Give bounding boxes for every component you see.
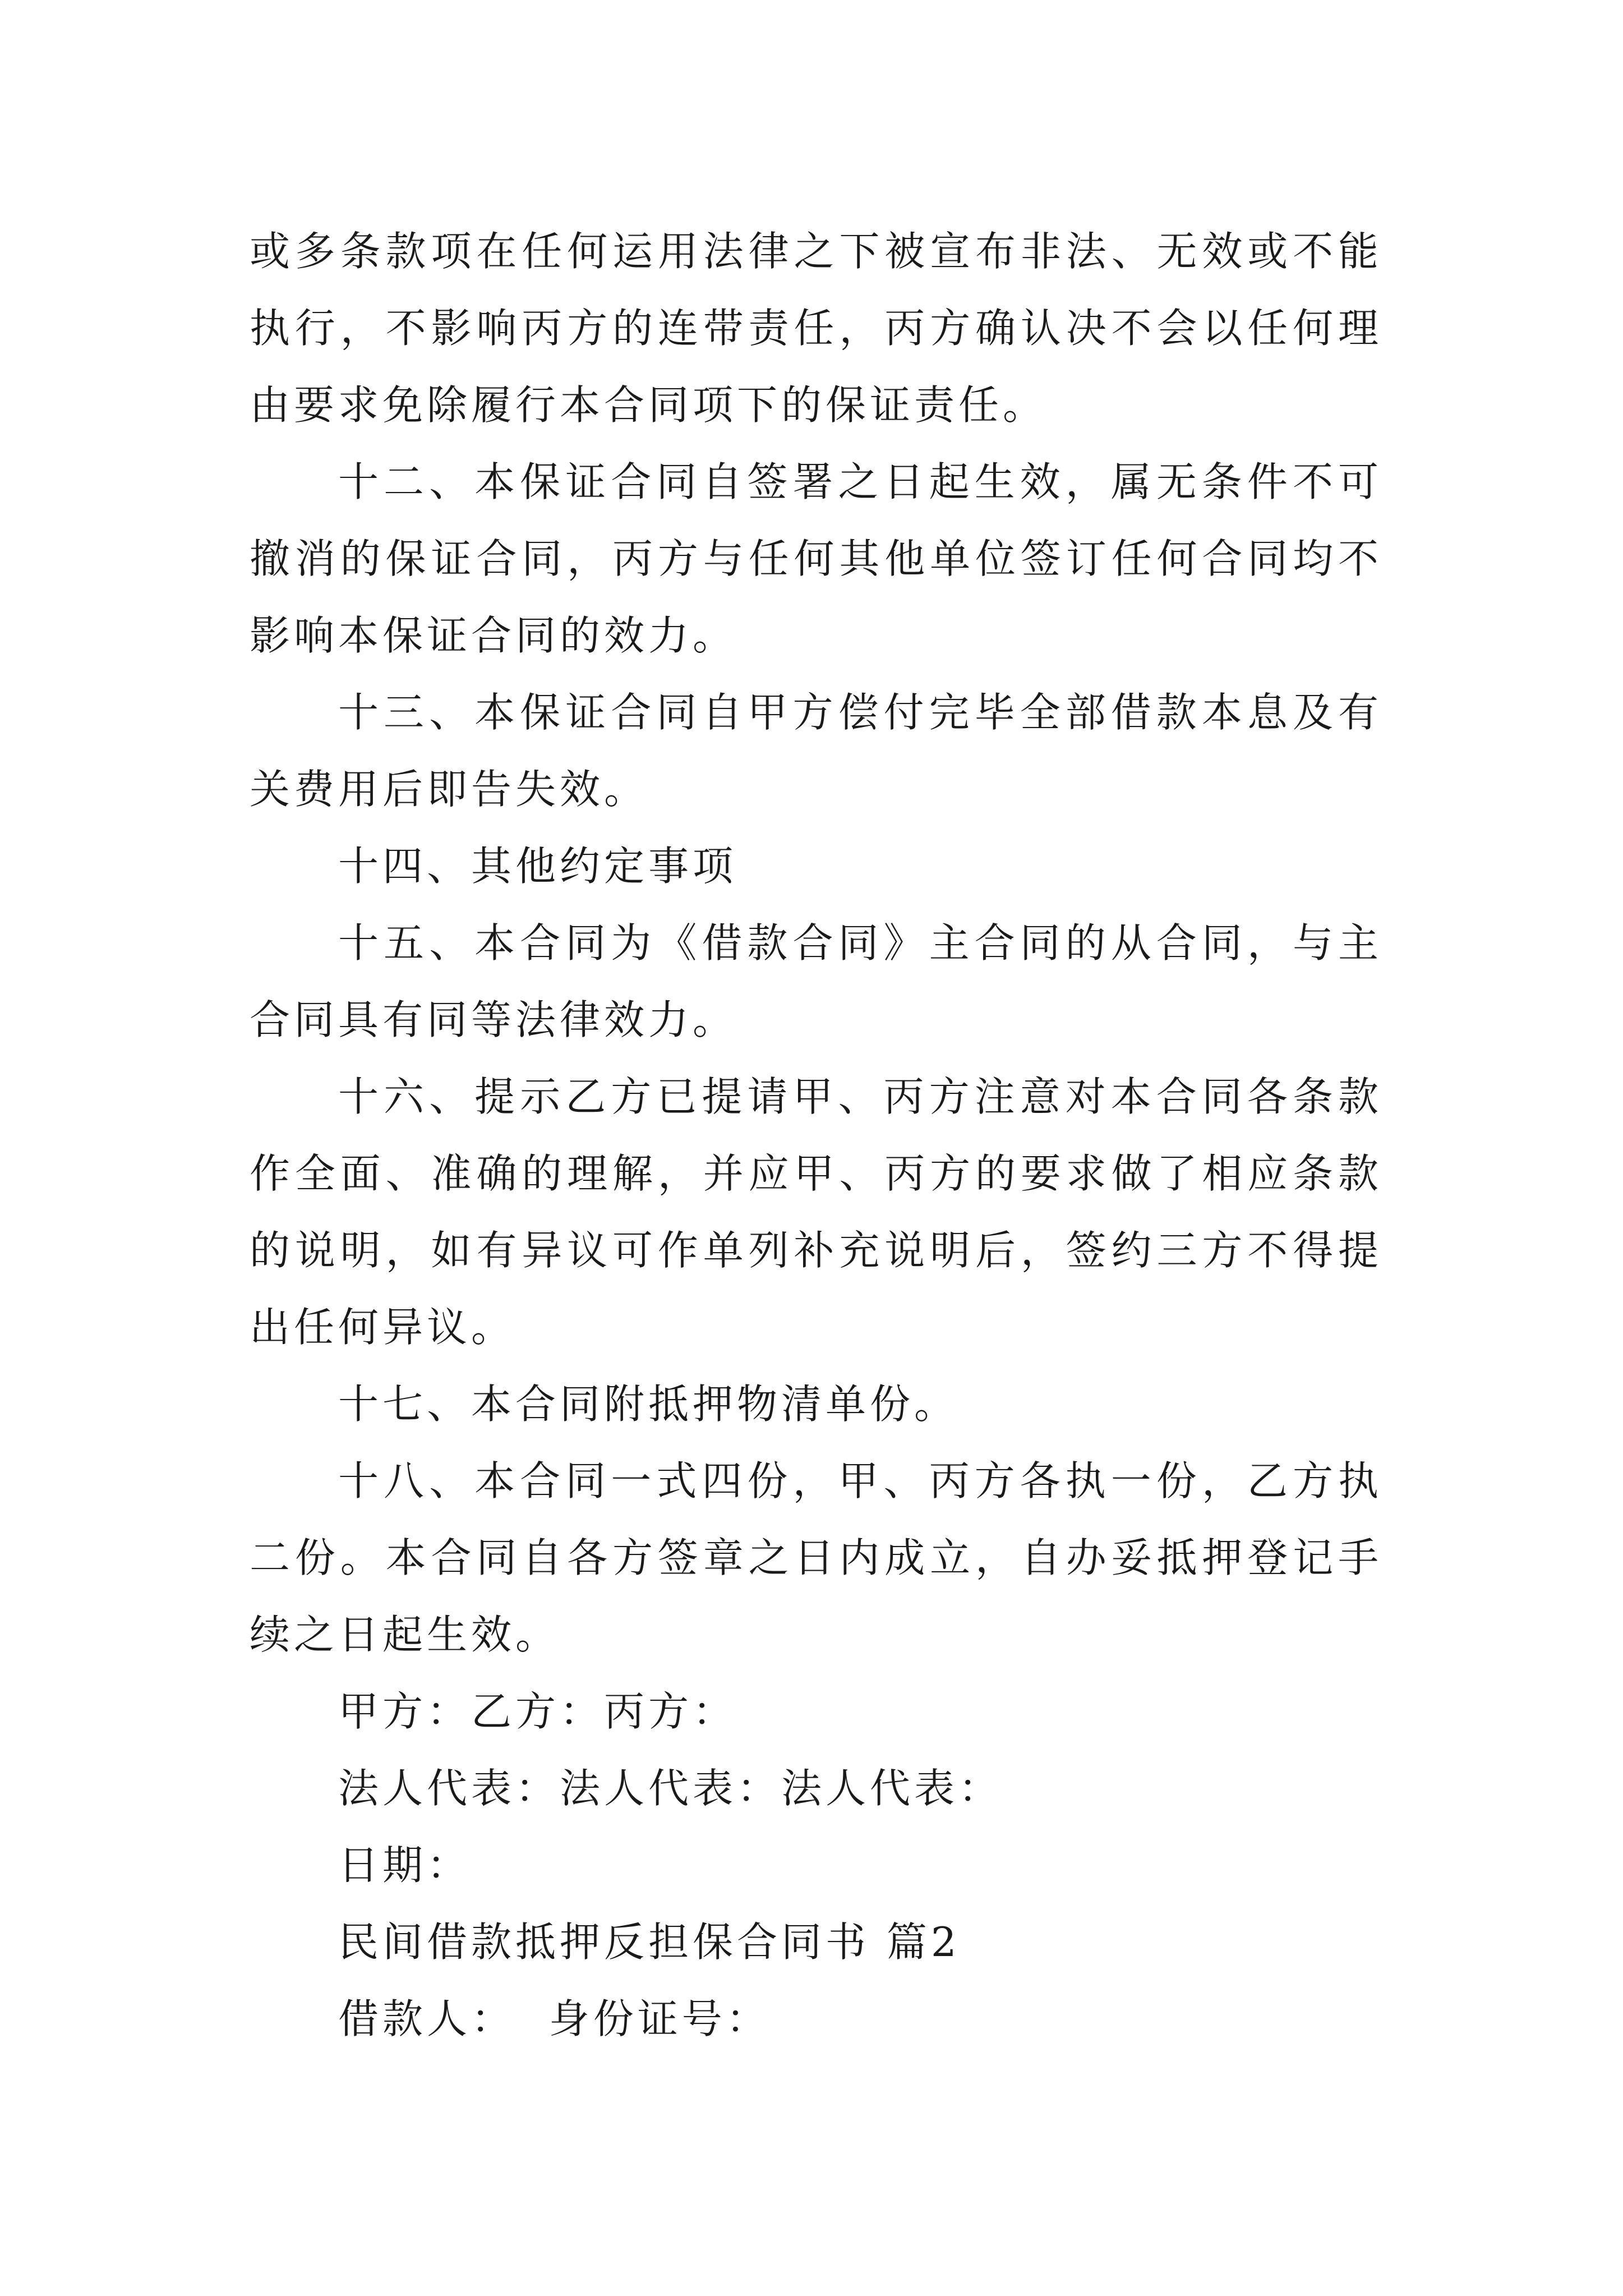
signature-parties-line: 甲方：乙方：丙方： [338, 1688, 737, 1735]
signature-date-line: 日期： [338, 1842, 472, 1889]
paragraph-clause-18: 十八、本合同一式四份，甲、丙方各执一份，乙方执二份。本合同自各方签章之日内成立，自办妥抵押登记手续之日起生效。 [250, 1457, 1382, 1658]
next-section-title: 民间借款抵押反担保合同书 篇2 [338, 1918, 961, 1966]
paragraph-continuation: 或多条款项在任何运用法律之下被宣布非法、无效或不能执行，不影响丙方的连带责任，丙方确认决不会以任何理由要求免除履行本合同项下的保证责任。 [250, 228, 1382, 429]
signature-representatives-line: 法人代表：法人代表：法人代表： [338, 1765, 1003, 1812]
paragraph-clause-15: 十五、本合同为《借款合同》主合同的从合同，与主合同具有同等法律效力。 [250, 919, 1382, 1043]
document-body [250, 213, 1382, 2058]
borrower-id-line: 借款人： 身份证号： [338, 1995, 771, 2042]
paragraph-clause-14: 十四、其他约定事项 [338, 843, 737, 890]
paragraph-clause-12: 十二、本保证合同自签署之日起生效，属无条件不可撤消的保证合同，丙方与任何其他单位签订任何合同均不影响本保证合同的效力。 [250, 458, 1382, 659]
paragraph-clause-17: 十七、本合同附抵押物清单份。 [338, 1381, 959, 1428]
paragraph-clause-16: 十六、提示乙方已提请甲、丙方注意对本合同各条款作全面、准确的理解，并应甲、丙方的要求做了相应条款的说明，如有异议可作单列补充说明后，签约三方不得提出任何异议。 [250, 1073, 1382, 1351]
paragraph-clause-13: 十三、本保证合同自甲方偿付完毕全部借款本息及有关费用后即告失效。 [250, 689, 1382, 813]
